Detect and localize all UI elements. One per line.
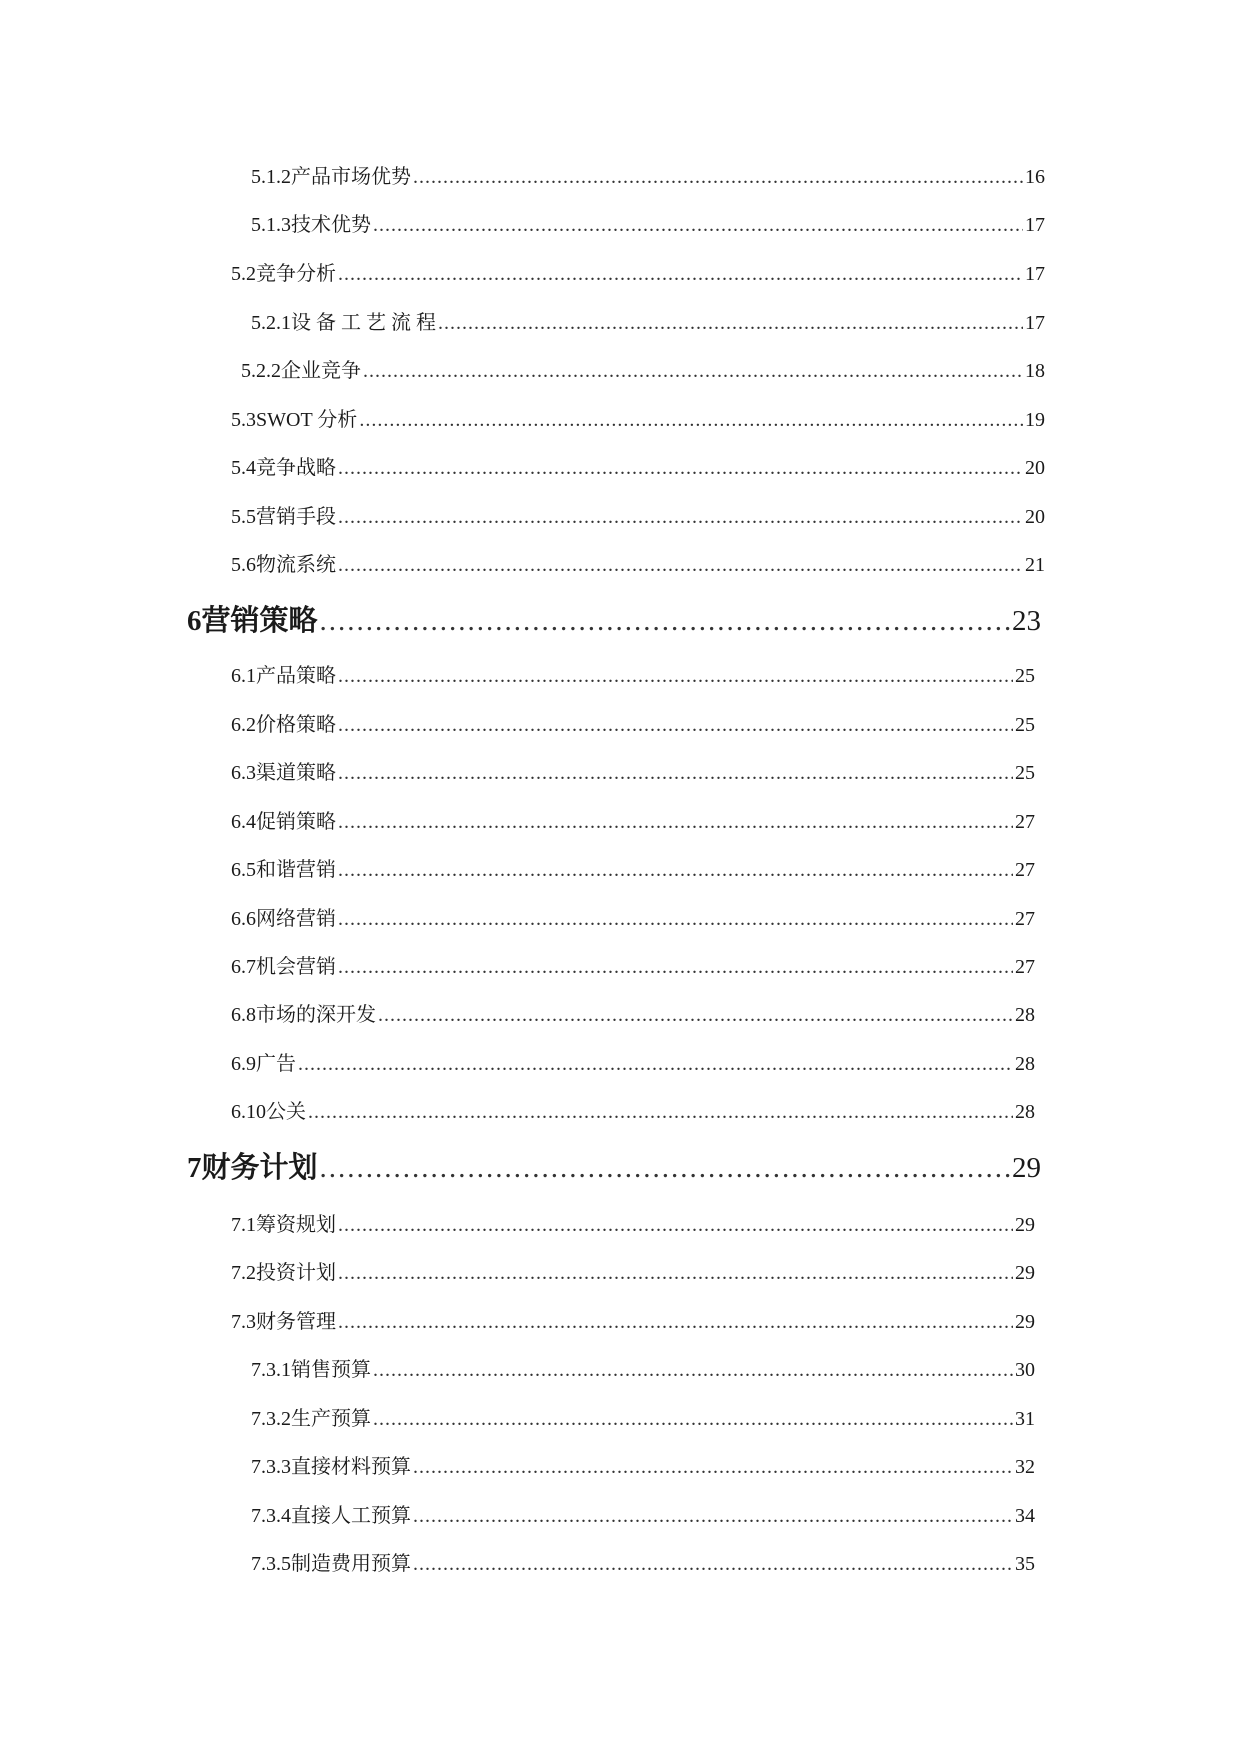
toc-chapter-page: 23: [1012, 605, 1041, 637]
toc-leader-dots: [338, 956, 1013, 979]
toc-entry-title: 广告: [256, 1053, 296, 1075]
toc-leader-dots: [359, 409, 1023, 432]
toc-entry-page: 29: [1015, 1311, 1035, 1333]
toc-entry-title: 制造费用预算: [291, 1553, 411, 1575]
toc-leader-dots: [338, 762, 1013, 785]
toc-entry[interactable]: [231, 548, 1045, 577]
toc-leader-dots: [338, 1311, 1013, 1334]
toc-entry-page: 17: [1025, 312, 1045, 334]
toc-leader-dots: [338, 908, 1013, 931]
toc-entry-number: 5.2.2: [241, 360, 281, 382]
toc-entry-page: 18: [1025, 360, 1045, 382]
toc-entry-title: 竞争分析: [256, 263, 336, 285]
toc-entry-number: 5.2.1: [251, 312, 291, 334]
toc-entry-number: 6.4: [231, 811, 256, 833]
toc-entry-page: 19: [1025, 409, 1045, 431]
toc-entry[interactable]: [251, 208, 1045, 237]
toc-entry-number: 7.3: [231, 1311, 256, 1333]
toc-entry[interactable]: [251, 1547, 1035, 1576]
toc-entry[interactable]: [231, 1208, 1035, 1237]
toc-chapter-number: 7: [187, 1152, 202, 1184]
toc-leader-dots: [413, 1505, 1013, 1528]
toc-entry-title: 营销手段: [256, 506, 336, 528]
toc-leader-dots: [338, 554, 1023, 577]
toc-entry-number: 5.5: [231, 506, 256, 528]
toc-entry-page: 20: [1025, 506, 1045, 528]
toc-entry-number: 6.10: [231, 1101, 266, 1123]
toc-entry-number: 6.5: [231, 859, 256, 881]
toc-chapter-number: 6: [187, 605, 202, 637]
toc-leader-dots: [413, 1553, 1013, 1576]
toc-entry-page: 25: [1015, 665, 1035, 687]
toc-entry-title: 筹资规划: [256, 1214, 336, 1236]
toc-entry-title: 和谐营销: [256, 859, 336, 881]
toc-entry-page: 30: [1015, 1359, 1035, 1381]
toc-entry-page: 32: [1015, 1456, 1035, 1478]
toc-leader-dots: [308, 1101, 1013, 1124]
toc-entry-number: 5.6: [231, 554, 256, 576]
toc-chapter-entry[interactable]: [187, 1145, 1041, 1186]
toc-entry-number: 7.3.4: [251, 1505, 291, 1527]
toc-entry[interactable]: [231, 1305, 1035, 1334]
toc-entry-page: 28: [1015, 1053, 1035, 1075]
toc-leader-dots: [338, 859, 1013, 882]
toc-entry-page: 31: [1015, 1408, 1035, 1430]
toc-leader-dots: [378, 1004, 1013, 1027]
toc-leader-dots: [373, 1359, 1013, 1382]
toc-leader-dots: [413, 1456, 1013, 1479]
toc-entry-title: 物流系统: [256, 554, 336, 576]
toc-entry-number: 5.3: [231, 409, 256, 431]
toc-leader-dots: [338, 457, 1023, 480]
toc-entry[interactable]: [231, 805, 1035, 834]
toc-leader-dots: [338, 263, 1023, 286]
toc-entry-page: 29: [1015, 1214, 1035, 1236]
toc-entry-title: 销售预算: [291, 1359, 371, 1381]
toc-entry-title: 竞争战略: [256, 457, 336, 479]
toc-chapter-title: 营销策略: [201, 605, 318, 637]
toc-entry[interactable]: [231, 1047, 1035, 1076]
toc-entry-page: 25: [1015, 714, 1035, 736]
toc-leader-dots: [373, 214, 1023, 237]
toc-entry-title: 投资计划: [256, 1262, 336, 1284]
toc-entry[interactable]: [231, 451, 1045, 480]
toc-leader-dots: [373, 1408, 1013, 1431]
toc-entry[interactable]: [231, 1095, 1035, 1124]
toc-entry[interactable]: [231, 659, 1035, 688]
toc-entry-title: 企业竞争: [281, 360, 361, 382]
toc-leader-dots: [338, 506, 1023, 529]
toc-leader-dots: [438, 312, 1023, 335]
toc-entry-number: 5.1.3: [251, 214, 291, 236]
toc-entry-page: 35: [1015, 1553, 1035, 1575]
toc-leader-dots: [320, 1152, 1010, 1185]
toc-entry-number: 7.3.5: [251, 1553, 291, 1575]
toc-entry[interactable]: [231, 1256, 1035, 1285]
toc-leader-dots: [320, 605, 1010, 638]
toc-entry-number: 6.7: [231, 956, 256, 978]
toc-entry-title: 公关: [266, 1101, 306, 1123]
toc-entry[interactable]: [241, 354, 1045, 383]
toc-entry-number: 7.3.1: [251, 1359, 291, 1381]
toc-entry[interactable]: [231, 950, 1035, 979]
toc-entry-number: 7.2: [231, 1262, 256, 1284]
toc-entry-title: 直接人工预算: [291, 1505, 411, 1527]
toc-entry-title: SWOT 分析: [256, 409, 358, 431]
toc-entry-page: 17: [1025, 263, 1045, 285]
toc-entry-number: 6.3: [231, 762, 256, 784]
toc-leader-dots: [338, 1262, 1013, 1285]
toc-entry-number: 7.3.2: [251, 1408, 291, 1430]
toc-entry-title: 渠道策略: [256, 762, 336, 784]
toc-entry-number: 6.1: [231, 665, 256, 687]
toc-entry[interactable]: [231, 403, 1045, 432]
toc-entry-title: 市场的深开发: [256, 1004, 376, 1026]
toc-entry-title: 产品策略: [256, 665, 336, 687]
toc-entry[interactable]: [231, 500, 1045, 529]
toc-leader-dots: [338, 665, 1013, 688]
toc-entry-page: 27: [1015, 956, 1035, 978]
toc-entry-title: 促销策略: [256, 811, 336, 833]
toc-entry-page: 17: [1025, 214, 1045, 236]
toc-entry-title: 价格策略: [256, 714, 336, 736]
toc-entry-page: 21: [1025, 554, 1045, 576]
toc-chapter-title: 财务计划: [201, 1152, 318, 1184]
toc-entry-title: 技术优势: [291, 214, 371, 236]
toc-entry[interactable]: [251, 160, 1045, 189]
toc-entry-title: 直接材料预算: [291, 1456, 411, 1478]
toc-entry-page: 27: [1015, 811, 1035, 833]
toc-chapter-page: 29: [1012, 1152, 1041, 1184]
toc-entry-page: 25: [1015, 762, 1035, 784]
toc-entry-title: 财务管理: [256, 1311, 336, 1333]
toc-leader-dots: [413, 166, 1023, 189]
toc-entry[interactable]: [231, 708, 1035, 737]
toc-entry-title: 机会营销: [256, 956, 336, 978]
toc-leader-dots: [338, 714, 1013, 737]
toc-entry-number: 6.8: [231, 1004, 256, 1026]
toc-entry-page: 28: [1015, 1004, 1035, 1026]
toc-entry[interactable]: [231, 257, 1045, 286]
toc-entry-title: 产品市场优势: [291, 166, 411, 188]
toc-entry-number: 7.3.3: [251, 1456, 291, 1478]
toc-entry-page: 16: [1025, 166, 1045, 188]
toc-entry[interactable]: [231, 756, 1035, 785]
toc-leader-dots: [338, 811, 1013, 834]
toc-entry[interactable]: [251, 1450, 1035, 1479]
toc-entry-number: 6.9: [231, 1053, 256, 1075]
toc-leader-dots: [338, 1214, 1013, 1237]
toc-entry-title: 生产预算: [291, 1408, 371, 1430]
toc-entry-page: 27: [1015, 859, 1035, 881]
toc-entry-number: 6.6: [231, 908, 256, 930]
toc-entry[interactable]: [251, 306, 1045, 335]
toc-entry-number: 5.2: [231, 263, 256, 285]
toc-entry-title: 设 备 工 艺 流 程: [291, 312, 436, 334]
toc-entry-page: 28: [1015, 1101, 1035, 1123]
toc-leader-dots: [298, 1053, 1013, 1076]
toc-entry[interactable]: [231, 902, 1035, 931]
toc-entry[interactable]: [251, 1402, 1035, 1431]
toc-leader-dots: [363, 360, 1023, 383]
toc-entry-title: 网络营销: [256, 908, 336, 930]
toc-entry-page: 20: [1025, 457, 1045, 479]
toc-entry-number: 7.1: [231, 1214, 256, 1236]
toc-entry[interactable]: [231, 998, 1035, 1027]
toc-entry-number: 5.1.2: [251, 166, 291, 188]
toc-entry-page: 29: [1015, 1262, 1035, 1284]
toc-entry[interactable]: [251, 1499, 1035, 1528]
toc-chapter-entry[interactable]: [187, 598, 1041, 639]
toc-entry-page: 27: [1015, 908, 1035, 930]
toc-entry-page: 34: [1015, 1505, 1035, 1527]
toc-entry[interactable]: [251, 1353, 1035, 1382]
toc-entry-number: 6.2: [231, 714, 256, 736]
toc-entry-number: 5.4: [231, 457, 256, 479]
toc-entry[interactable]: [231, 853, 1035, 882]
